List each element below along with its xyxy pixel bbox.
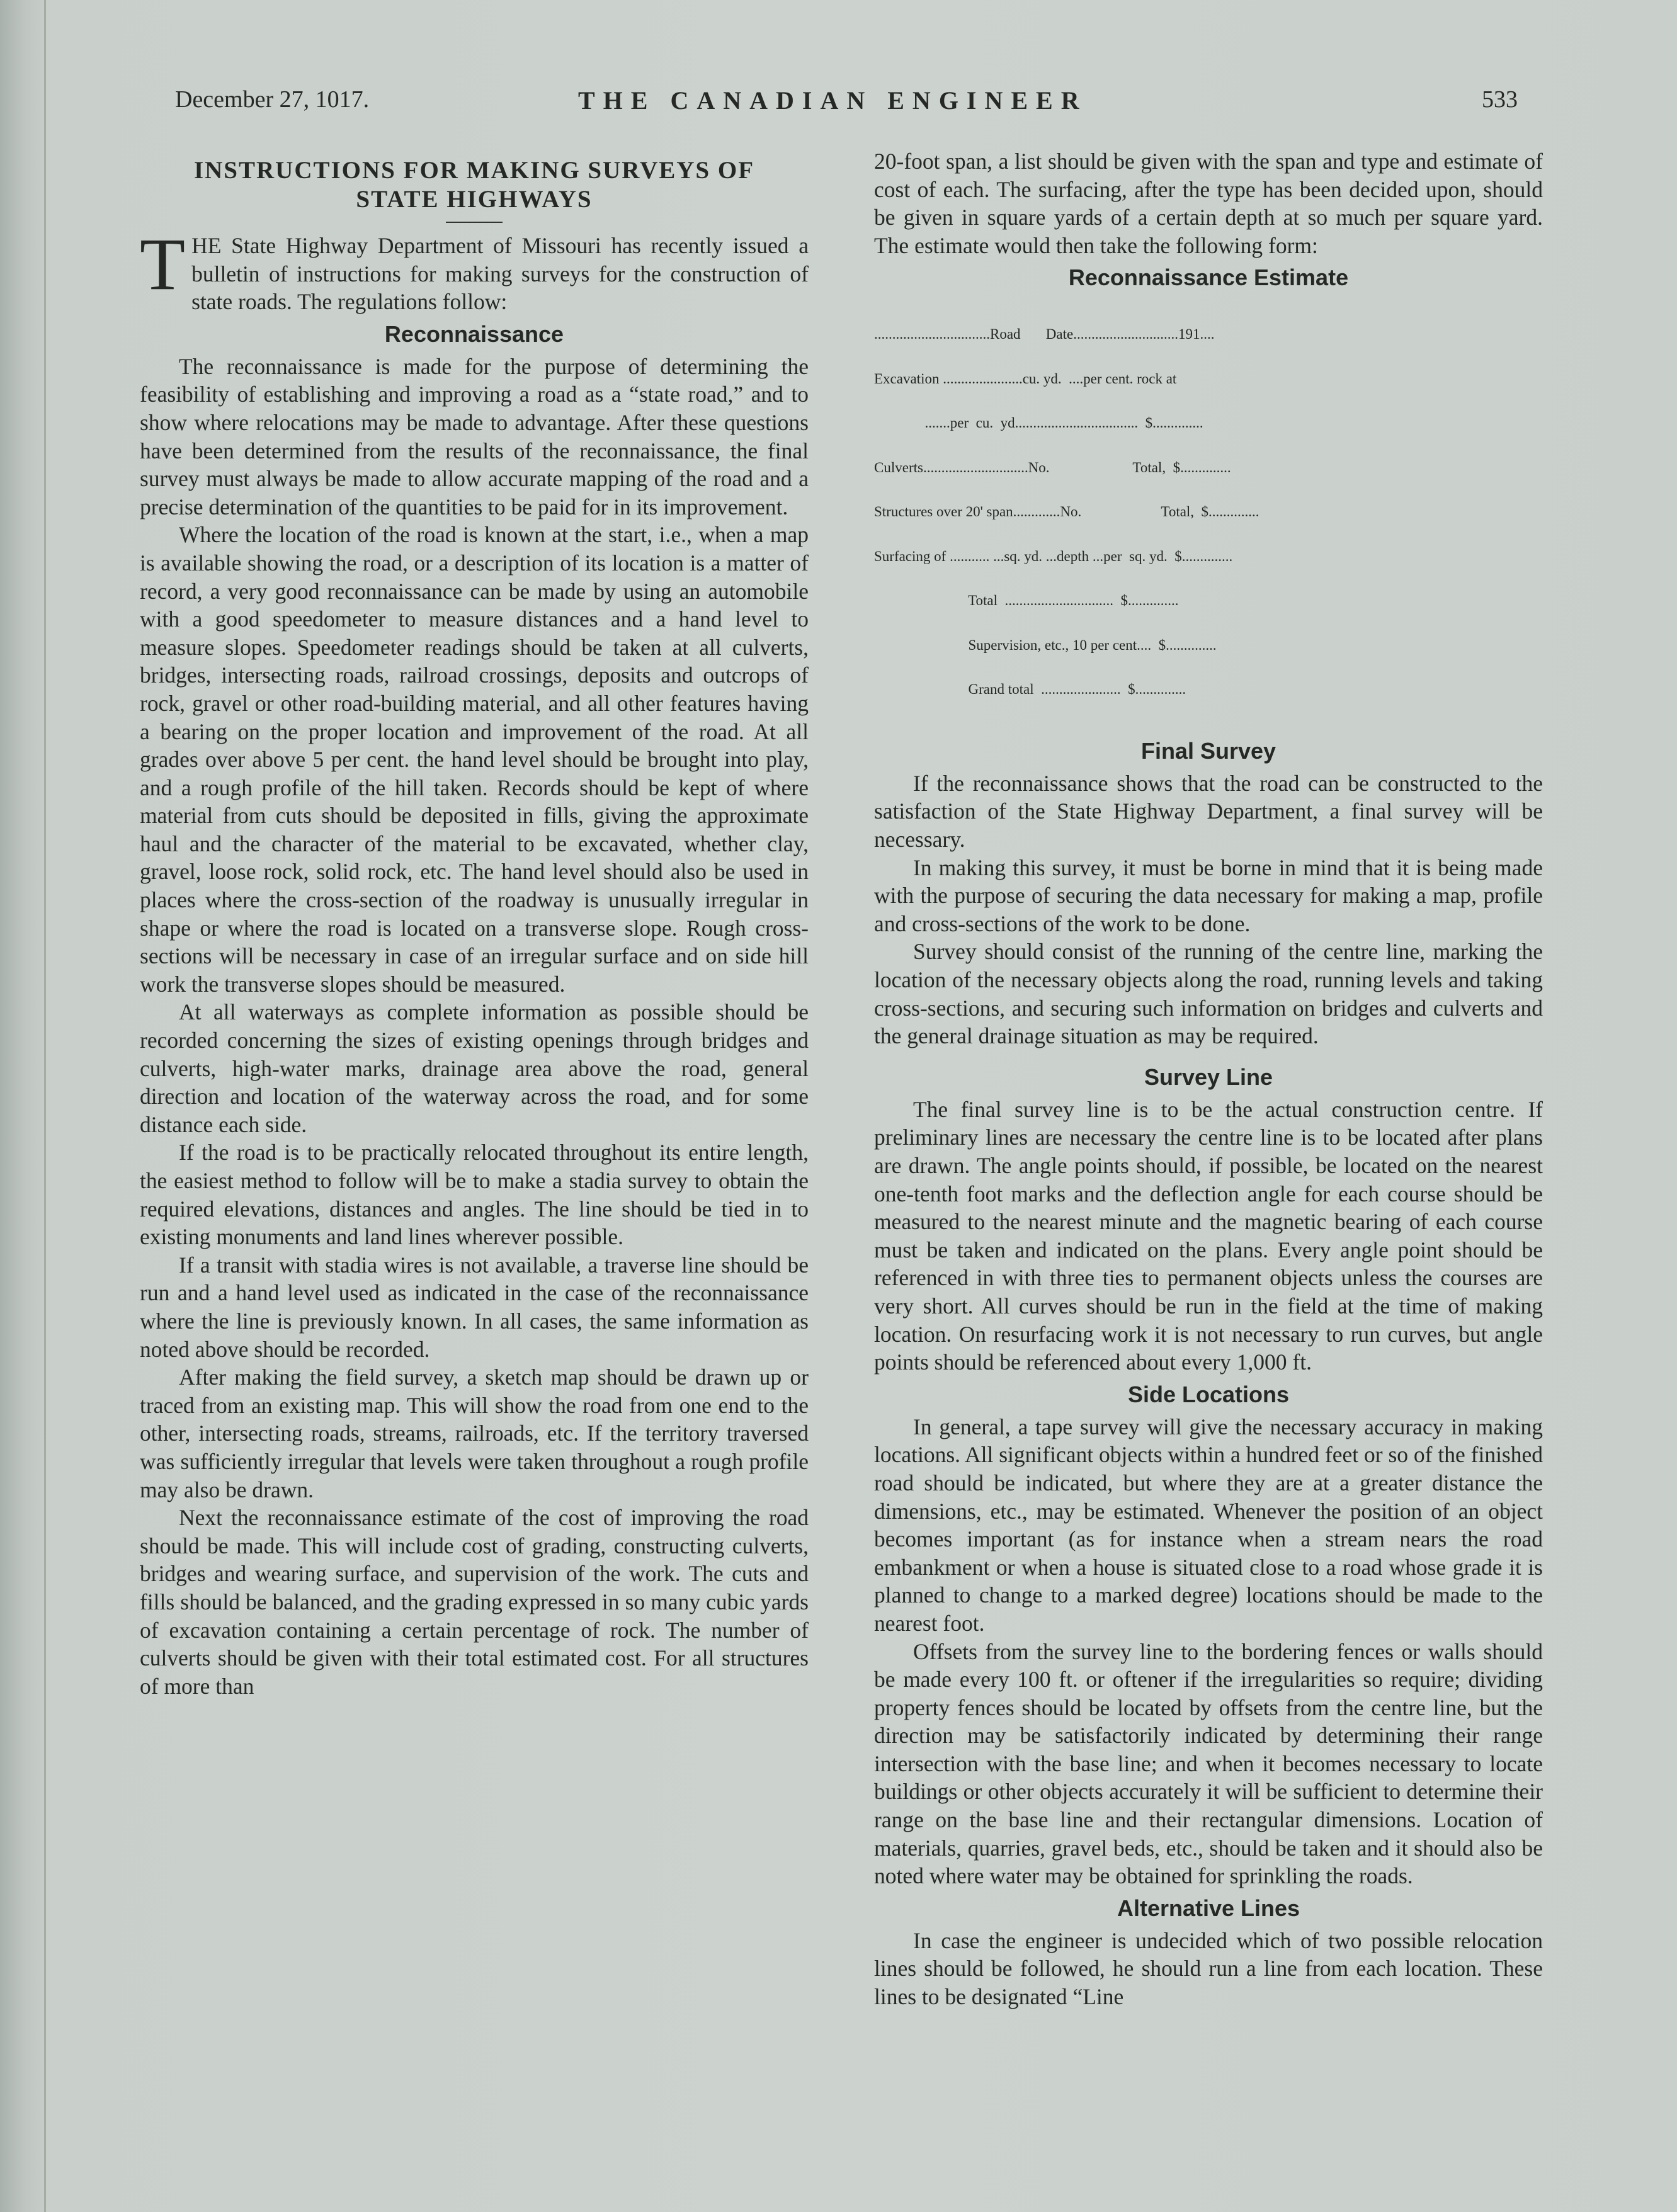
estimate-form (874, 297, 1543, 727)
paragraph: At all waterways as complete information as possible should be recorded concerning the sizes of existing openings through bridges and culverts, high-water marks, drainage area above the road, general direction and location of the waterway across the road, and for some distance each side. (140, 999, 809, 1137)
binding-edge (44, 0, 46, 2212)
paragraph: Offsets from the survey line to the bordering fences or walls should be made every 100 ft. or oftener if the irregularities so require; dividing property fences should be located by offsets from the centre line, but the direction may be satisfactorily indicated by determining their range intersection with the base line; and when it becomes necessary to locate buildings or other objects accurately it will be sufficient to determine their range on the base line and their rectangular dimensions. Location of materials, quarries, gravel beds, etc., should be taken and it should also be noted where water may be obtained for sprinkling the roads. (874, 1638, 1543, 1889)
paragraph: In case the engineer is undecided which of two possible relocation lines should be followed, he should run a line from each location. These lines to be designated “Line (874, 1927, 1543, 2010)
heading-survey-line: Survey Line (1144, 1063, 1273, 1090)
paragraph: The final survey line is to be the actual construction centre. If preliminary lines are necessary the centre line is to be located after plans are drawn. The angle points should, if possible, be located on the nearest one-tenth foot marks and the deflection angle for each course should be measured to the nearest minute and the magnetic bearing of each course must be taken and indicated on the plans. Every angle point should be referenced in with three ties to permanent objects unless the courses are very short. All curves should be run in the field at the time of making location. On resurfacing work it is not necessary to run curves, but angle points should be referenced about every 1,000 ft. (874, 1096, 1543, 1375)
heading-final-survey: Final Survey (1140, 737, 1276, 764)
article-title-line-1: INSTRUCTIONS FOR MAKING SURVEYS OF (193, 157, 755, 184)
estimate-line: Structures over 20' span.............No. Total, $.............. (874, 504, 1259, 520)
paragraph: The reconnaissance is made for the purpose of determining the feasibility of establishing and improving a road as a “state road,” and to show where relocations may be made to advantage. After these questions have been determined from the results of the reconnaissance, the final survey must always be made to allow accurate mapping of the road and a precise determination of the quantities to be paid for in its improvement. (140, 353, 809, 519)
estimate-line: Grand total ...................... $.............. (874, 681, 1186, 698)
paragraph: If the reconnaissance shows that the road can be constructed to the satisfaction of the State Highway Department, a final survey will be necessary. (874, 770, 1543, 853)
left-column (140, 156, 809, 1700)
estimate-line: Supervision, etc., 10 per cent.... $.............. (874, 637, 1217, 653)
estimate-line: Surfacing of ........... ...sq. yd. ...depth ...per sq. yd. $.............. (874, 548, 1233, 564)
heading-side-locations: Side Locations (1127, 1381, 1290, 1407)
paragraph: If a transit with stadia wires is not available, a traverse line should be run and a hand level used as indicated in the case of the reconnaissance where the line is previously known. In all cases, the same information as noted above should be recorded. (140, 1252, 809, 1362)
intro-paragraph (140, 223, 809, 316)
paragraph: Where the location of the road is known at the start, i.e., when a map is available showing the road, or a description of its location is a matter of record, a very good reconnaissance can be made by using an automobile with a good speedometer to measure distances and a hand level to measure slopes. Speedometer readings should be taken at all culverts, bridges, intersecting roads, railroad crossings, deposits and outcrops of rock, gravel or other road-building material, and all other features having a bearing on the proper location and improvement of the road. At all grades over above 5 per cent. the hand level should be brought into play, and a rough profile of the hill taken. Records should be kept of where material from cuts should be deposited in fills, giving the approximate haul and the character of the material to be excavated, whether clay, gravel, loose rock, solid rock, etc. The hand level should also be used in places where the cross-section of the roadway is unusually irregular in shape or where the road is located on a transverse slope. Rough cross-sections will be necessary in case of an irregular surface and on side hill work the transverse slopes should be measured. (140, 522, 809, 997)
issue-date: December 27, 1017. (175, 86, 370, 113)
heading-reconnaissance: Reconnaissance (384, 320, 564, 347)
drop-cap: T (140, 223, 186, 305)
heading-reconnaissance-estimate: Reconnaissance Estimate (1068, 264, 1349, 291)
paragraph: In making this survey, it must be borne in mind that it is being made with the purpose of securing the data necessary for making a map, profile and cross-sections of the work to be done. (874, 854, 1543, 936)
article-title (140, 156, 809, 214)
right-column (874, 147, 1543, 2011)
estimate-line: .......per cu. yd.................................. $.............. (874, 415, 1203, 431)
estimate-line: Culverts.............................No. Total, $.............. (874, 459, 1231, 475)
paragraph: Next the reconnaissance estimate of the cost of improving the road should be made. This will include cost of grading, constructing culverts, bridges and wearing surface, and supervision of the work. The cuts and fills should be balanced, and the grading expressed in so many cubic yards of excavation containing a certain percentage of rock. The number of culverts should be given with their total estimated cost. For all structures of more than (140, 1505, 809, 1699)
paragraph: In general, a tape survey will give the necessary accuracy in making locations. All significant objects within a hundred feet or so of the finished road should be indicated, but where they are at a greater distance the dimensions, etc., may be estimated. Whenever the position of an object becomes important (as for instance when a stream nears the road embankment or when a house is situated close to a road whose grade it is planned to change to a marked degree) locations should be made to the nearest foot. (874, 1414, 1543, 1636)
continued-paragraph: 20-foot span, a list should be given with the span and type and estimate of cost of each. The surfacing, after the type has been decided upon, should be given in square yards of a certain depth at so much per square yard. The estimate would then take the following form: (874, 149, 1543, 258)
paragraph: After making the field survey, a sketch map should be drawn up or traced from an existing map. This will show the road from one end to the other, intersecting roads, streams, railroads, etc. If the territory traversed was sufficiently irregular that levels were taken throughout a rough profile may also be drawn. (140, 1364, 809, 1502)
heading-alternative-lines: Alternative Lines (1117, 1895, 1300, 1921)
estimate-line: ................................Road Date.............................191.... (874, 326, 1215, 343)
paragraph: Survey should consist of the running of the centre line, marking the location of the necessary objects along the road, running levels and taking cross-sections, and securing such information on bridges and culverts and the general drainage situation as may be required. (874, 939, 1543, 1049)
journal-title: THE CANADIAN ENGINEER (578, 86, 1088, 115)
estimate-line: Total .............................. $.............. (874, 593, 1179, 609)
intro-text: HE State Highway Department of Missouri has recently issued a bulletin of instructions for making surveys for the construction of state roads. The regulations follow: (191, 233, 809, 315)
estimate-line: Excavation ......................cu. yd. ....per cent. rock at (874, 370, 1177, 387)
running-head (175, 86, 1518, 123)
title-rule (446, 222, 503, 223)
paragraph: If the road is to be practically relocated throughout its entire length, the easiest method to follow will be to make a stadia survey to obtain the required elevations, distances and angles. The line should be tied in to existing monuments and land lines wherever possible. (140, 1140, 809, 1250)
page-number: 533 (1482, 86, 1518, 113)
article-title-line-2: STATE HIGHWAYS (356, 186, 593, 213)
